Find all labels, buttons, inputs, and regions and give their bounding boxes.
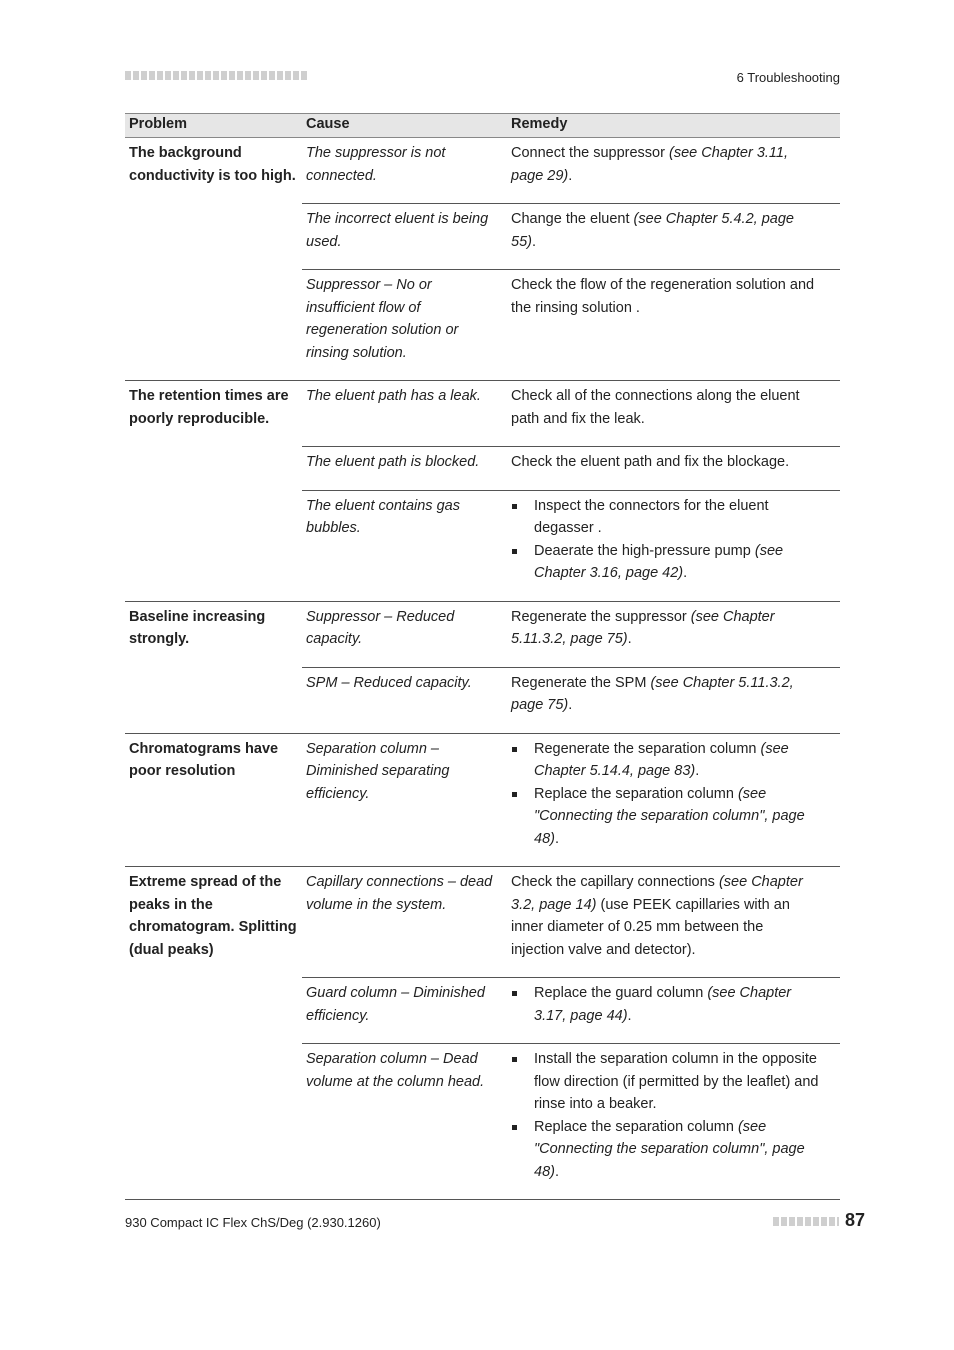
remedy-cell <box>507 672 840 717</box>
remedy-text: . <box>568 167 573 184</box>
cross-reference[interactable]: (see Chapter 5.11.3.2, page 75) <box>511 674 794 713</box>
list-item <box>511 495 820 540</box>
remedy-list <box>511 738 820 851</box>
remedy-cell <box>507 738 840 851</box>
cross-reference[interactable]: (see Chapter 3.11, page 29) <box>511 145 789 184</box>
remedy-text: Replace the guard column <box>534 985 708 1001</box>
cause-cell: Suppressor – No or insufficient flow of regeneration solution or rinsing solution. <box>306 277 459 361</box>
list-item <box>511 783 820 851</box>
table-row <box>302 602 840 668</box>
problem-cell: Baseline increasing strongly. <box>129 608 266 647</box>
table-row <box>302 204 840 270</box>
remedy-text: . <box>531 233 536 250</box>
troubleshooting-table <box>125 113 840 1200</box>
table-row <box>302 1044 840 1199</box>
list-item <box>511 982 820 1027</box>
list-item <box>511 738 820 783</box>
cause-cell: The eluent path is blocked. <box>306 454 480 470</box>
remedy-list <box>511 495 820 585</box>
remedy-text: . <box>683 565 688 581</box>
cause-cell: Guard column – Diminished efficiency. <box>306 985 485 1024</box>
footer-product: 930 Compact IC Flex ChS/Deg (2.930.1260) <box>125 1215 381 1230</box>
problem-group <box>125 734 840 868</box>
remedy-text: Change the eluent <box>511 211 634 227</box>
cause-cell: The eluent path has a leak. <box>306 388 481 404</box>
remedy-text: . <box>627 1007 632 1024</box>
cause-cell: Separation column – Dead volume at the column head. <box>306 1051 485 1090</box>
table-row <box>302 491 840 601</box>
problem-cell: Chromatograms have poor resolution <box>129 740 279 779</box>
remedy-list <box>511 1048 820 1183</box>
remedy-text: . <box>554 1163 559 1180</box>
cross-reference[interactable]: (see Chapter 3.17, page 44) <box>534 985 792 1024</box>
table-row <box>302 978 840 1044</box>
remedy-text: Regenerate the separation column <box>534 740 761 757</box>
cause-cell: The incorrect eluent is being used. <box>306 211 489 250</box>
problem-group <box>125 602 840 734</box>
cross-reference[interactable]: (see Chapter 5.11.3.2, page 75) <box>511 608 775 647</box>
remedy-text: Inspect the connectors for the eluent degasser . <box>534 497 769 536</box>
table-row <box>302 867 840 978</box>
cross-reference[interactable]: (see Chapter 3.16, page 42) <box>534 542 784 581</box>
remedy-text: Regenerate the SPM <box>511 674 651 691</box>
remedy-text: (use PEEK capillaries with an inner diameter of 0.25 mm between the injection valve and detector). <box>511 896 790 958</box>
problem-group <box>125 867 840 1200</box>
remedy-cell <box>507 871 840 961</box>
remedy-list <box>511 982 820 1027</box>
cross-reference[interactable]: (see "Connecting the separation column", page 48) <box>534 785 805 847</box>
remedy-cell <box>507 1048 840 1183</box>
footer-decoration <box>773 1217 839 1226</box>
problem-cell: Extreme spread of the peaks in the chromatogram. Splitting (dual peaks) <box>129 874 297 958</box>
cross-reference[interactable]: (see "Connecting the separation column", page 48) <box>534 1118 805 1180</box>
remedy-cell <box>507 274 840 364</box>
cause-cell: Suppressor – Reduced capacity. <box>306 608 455 647</box>
column-header-remedy: Remedy <box>511 116 568 132</box>
remedy-cell <box>507 385 840 430</box>
remedy-cell <box>507 982 840 1027</box>
remedy-text: . <box>554 830 559 847</box>
list-item <box>511 1116 820 1184</box>
table-row <box>302 447 840 491</box>
remedy-cell <box>507 142 840 187</box>
running-header-chapter: 6 Troubleshooting <box>736 70 840 85</box>
cause-cell: SPM – Reduced capacity. <box>306 674 472 691</box>
remedy-cell <box>507 451 840 474</box>
cause-cell: Capillary connections – dead volume in the system. <box>306 874 493 913</box>
remedy-text: . <box>627 631 632 647</box>
remedy-text: Deaerate the high-pressure pump <box>534 542 755 559</box>
table-row <box>302 270 840 380</box>
remedy-text: Replace the separation column <box>534 1118 738 1135</box>
cause-cell: The eluent contains gas bubbles. <box>306 497 460 536</box>
remedy-text: Regenerate the suppressor <box>511 608 691 625</box>
remedy-text: Check all of the connections along the eluent path and fix the leak. <box>511 388 800 427</box>
problem-group <box>125 381 840 602</box>
cross-reference[interactable]: (see Chapter 5.4.2, page 55) <box>511 211 794 250</box>
cause-cell: The suppressor is not connected. <box>306 145 446 184</box>
page-number: 87 <box>845 1210 866 1230</box>
problem-group <box>125 138 840 381</box>
problem-cell: The background conductivity is too high. <box>129 145 296 184</box>
cross-reference[interactable]: (see Chapter 3.2, page 14) <box>511 874 803 913</box>
list-item <box>511 540 820 585</box>
remedy-text: Check the flow of the regeneration solution and the rinsing solution . <box>511 277 815 316</box>
remedy-cell <box>507 208 840 253</box>
cause-cell: Separation column – Diminished separating efficiency. <box>306 740 450 802</box>
table-body <box>125 138 840 1200</box>
table-row <box>302 381 840 447</box>
cross-reference[interactable]: (see Chapter 5.14.4, page 83) <box>534 740 789 779</box>
remedy-text: Check the capillary connections <box>511 874 719 890</box>
remedy-text: . <box>568 697 573 713</box>
remedy-text: Replace the separation column <box>534 785 738 802</box>
problem-cell: The retention times are poorly reproducible. <box>129 388 289 427</box>
header-decoration <box>125 71 307 80</box>
remedy-text: Check the eluent path and fix the blockage. <box>511 454 790 470</box>
remedy-text: Install the separation column in the opposite flow direction (if permitted by the leaflet) and rinse into a beaker. <box>534 1051 819 1112</box>
list-item <box>511 1048 820 1116</box>
table-row <box>302 668 840 733</box>
table-row <box>302 138 840 204</box>
table-row <box>302 734 840 867</box>
column-header-cause: Cause <box>306 116 350 132</box>
remedy-text: . <box>695 763 700 779</box>
table-header-row <box>125 113 840 138</box>
remedy-cell <box>507 606 840 651</box>
column-header-problem: Problem <box>129 116 188 132</box>
remedy-text: Connect the suppressor <box>511 145 669 161</box>
remedy-cell <box>507 495 840 585</box>
